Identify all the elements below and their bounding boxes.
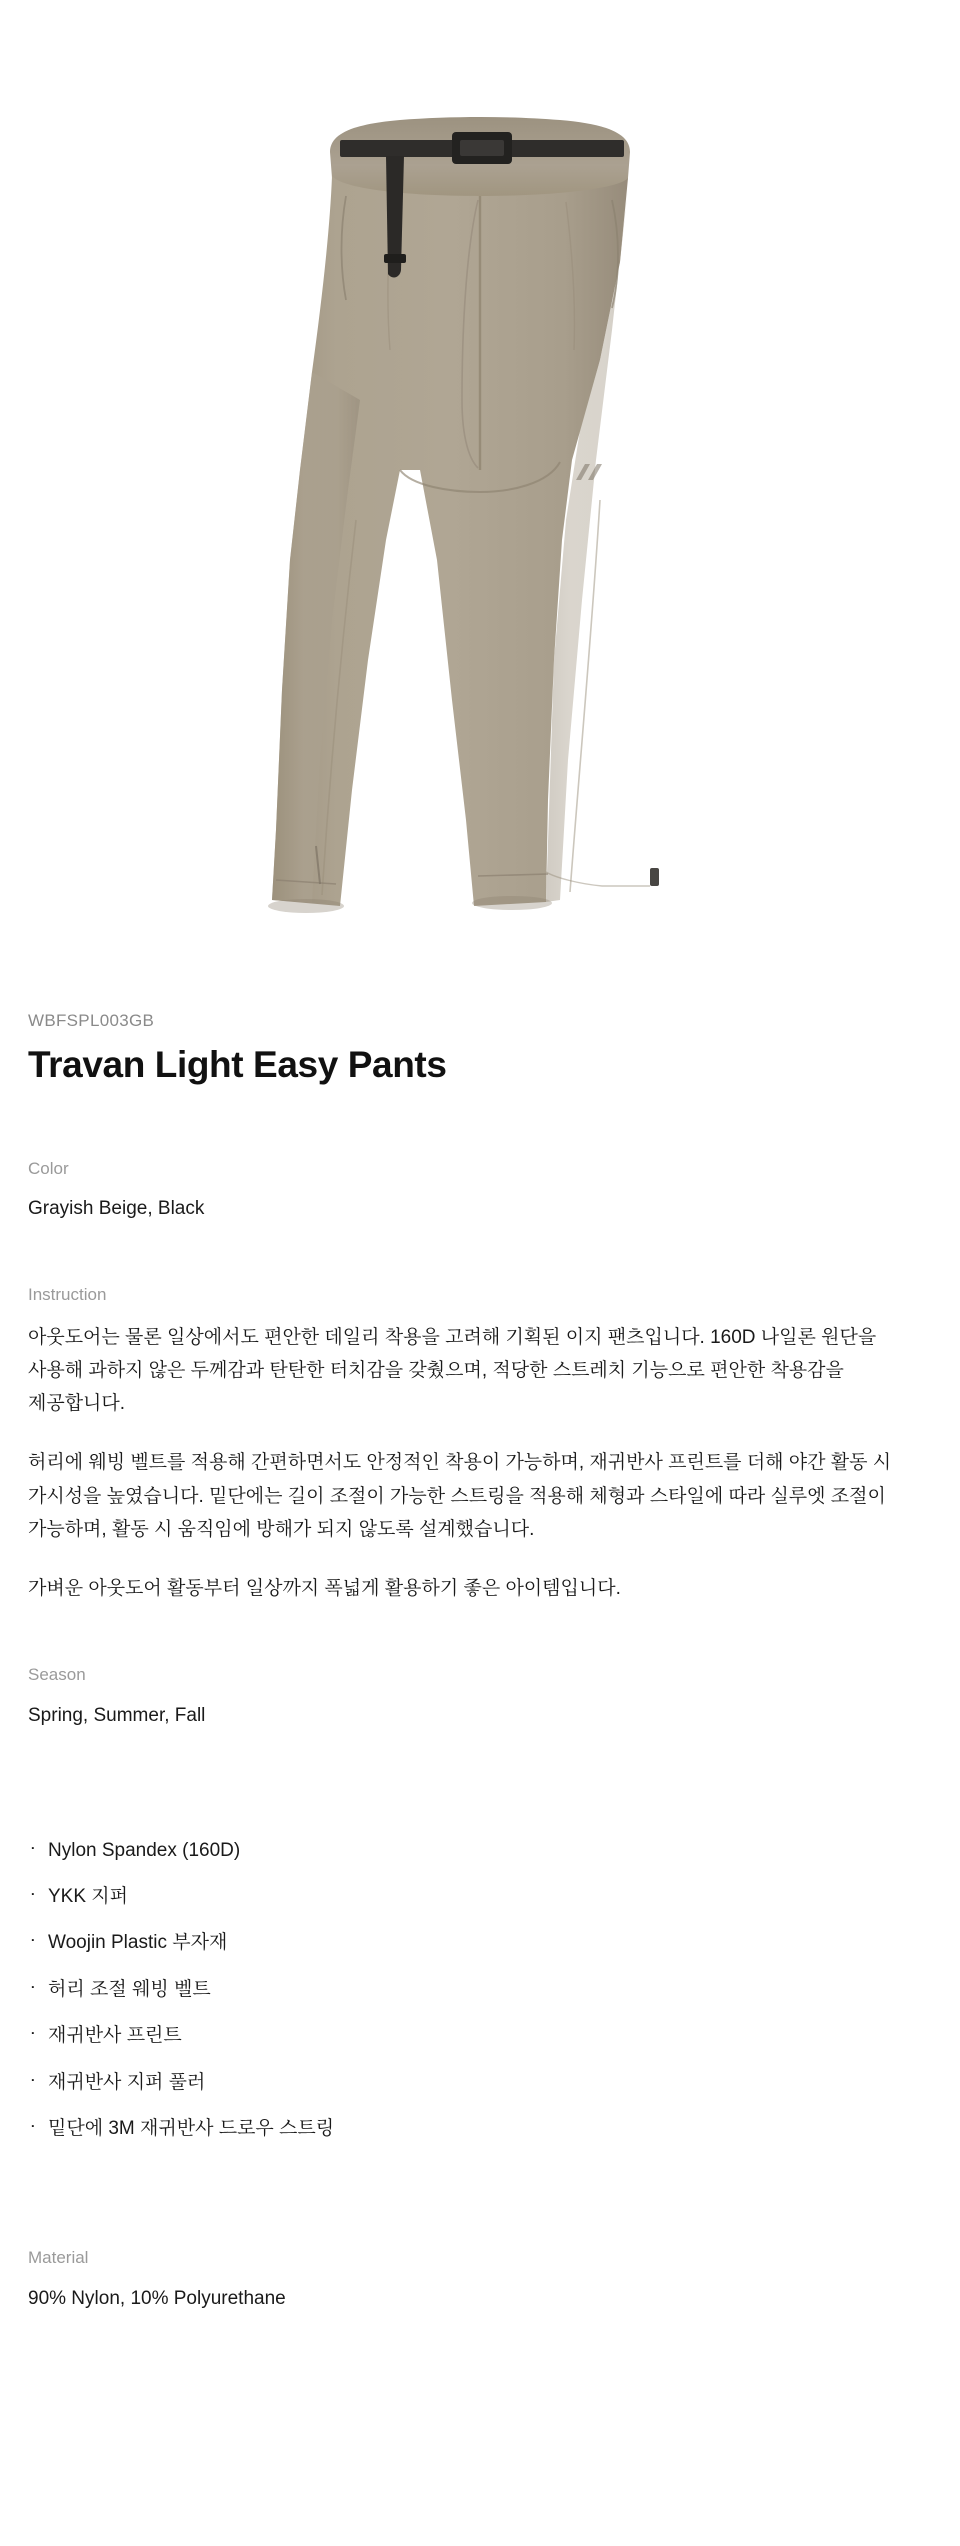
color-label: Color [28,1158,69,1178]
instruction-section [28,1283,932,1606]
list-item: ᐧ 밑단에 3M 재귀반사 드로우 스트링 [28,2114,932,2144]
season-label: Season [28,1665,86,1685]
instruction-body [28,1321,932,1606]
material-value: 90% Nylon, 10% Polyurethane [28,2288,286,2310]
right-hem-fold [546,872,650,886]
product-sku: WBFSPL003GB [28,1011,155,1030]
spacer [28,2160,932,2246]
list-item: ᐧ Woojin Plastic 부자재 [28,1928,932,1958]
instruction-paragraph: 가벼운 아웃도어 활동부터 일상까지 폭넓게 활용하기 좋은 아이템입니다. [28,1578,621,1600]
belt-buckle-inner [460,140,504,156]
list-item: ᐧ YKK 지퍼 [28,1882,932,1912]
color-section [28,1157,932,1225]
list-item: ᐧ 허리 조절 웨빙 벨트 [28,1975,932,2005]
material-section [28,2246,932,2314]
reflective-zipper-pull [650,868,659,886]
list-item: ᐧ Nylon Spandex (160D) [28,1836,932,1866]
product-image-stage [0,0,960,1010]
season-value: Spring, Summer, Fall [28,1705,206,1727]
list-item: ᐧ 재귀반사 지퍼 풀러 [28,2068,932,2098]
instruction-paragraph: 허리에 웨빙 벨트를 적용해 간편하면서도 안정적인 착용이 가능하며, 재귀반사 프린트를 더해 야간 활동 시 가시성을 높였습니다. 밑단에는 길이 조절이 가능한 스트링을 적용해 체형과 스타일에 따라 실루엣 조절이 가능하며, 활동 시 움직임에 방해가 되지 않도록 설계했습니다. [28,1452,892,1540]
season-section [28,1663,932,1731]
spacer [28,1790,932,1836]
product-image-container [0,0,960,1010]
instruction-label: Instruction [28,1284,107,1304]
pants-illustration [0,0,960,1010]
list-item: ᐧ 재귀반사 프린트 [28,2021,932,2051]
left-hem-shadow [268,899,344,913]
color-value: Grayish Beige, Black [28,1198,205,1220]
right-hem-shadow [472,896,552,910]
page-title: Travan Light Easy Pants [28,1044,447,1086]
instruction-paragraph: 아웃도어는 물론 일상에서도 편안한 데일리 착용을 고려해 기획된 이지 팬츠입니다. 160D 나일론 원단을 사용해 과하지 않은 두께감과 탄탄한 터치감을 갖췄으며, 적당한 스트레치 기능으로 편안한 착용감을 제공합니다. [28,1326,877,1415]
product-info [0,1010,960,2432]
belt-tail-keeper [384,254,406,263]
material-label: Material [28,2248,89,2268]
feature-list [28,1836,932,2145]
